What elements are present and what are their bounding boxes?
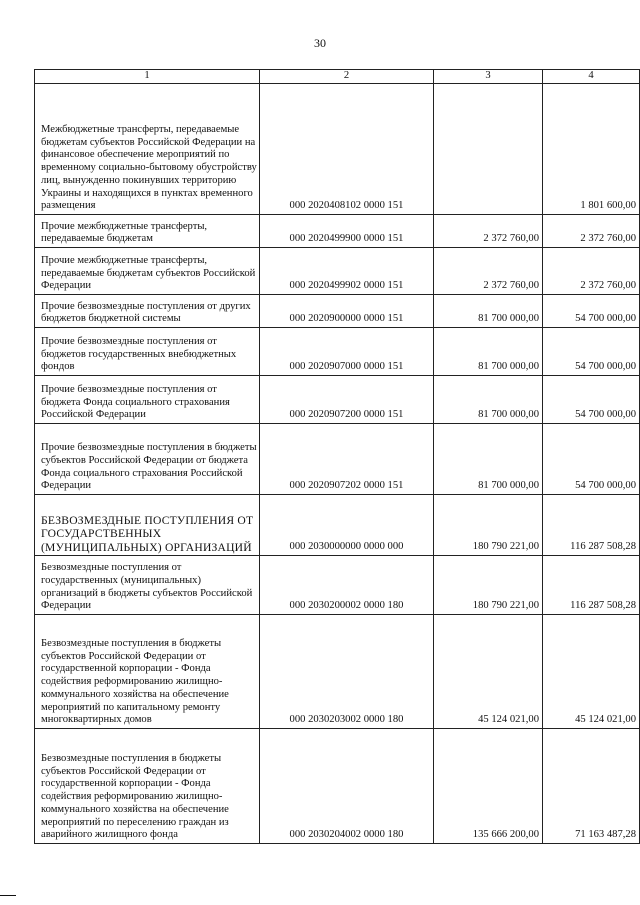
budget-table <box>34 69 640 844</box>
header-col-4: 4 <box>543 70 640 84</box>
table-row <box>35 215 640 248</box>
row-plan: 81 700 000,00 <box>434 328 543 376</box>
table-row <box>35 615 640 729</box>
row-name: Прочие безвозмездные поступления от бюджетов государственных внебюджетных фондов <box>35 328 260 376</box>
table-row <box>35 556 640 615</box>
row-plan: 81 700 000,00 <box>434 424 543 495</box>
row-plan: 2 372 760,00 <box>434 248 543 295</box>
row-name: Прочие межбюджетные трансферты, передаваемые бюджетам субъектов Российской Федерации <box>35 248 260 295</box>
table-row <box>35 328 640 376</box>
row-code: 000 2020499902 0000 151 <box>260 248 434 295</box>
page-number: 30 <box>314 36 326 50</box>
table-row <box>35 295 640 328</box>
row-actual: 54 700 000,00 <box>543 376 640 424</box>
row-code: 000 2030000000 0000 000 <box>260 495 434 556</box>
row-actual: 2 372 760,00 <box>543 215 640 248</box>
row-actual: 71 163 487,28 <box>543 729 640 844</box>
table-row <box>35 424 640 495</box>
table-row <box>35 376 640 424</box>
row-name: Прочие безвозмездные поступления от других бюджетов бюджетной системы <box>35 295 260 328</box>
row-name: Безвозмездные поступления от государственных (муниципальных) организаций в бюджеты субъектов Российской Федерации <box>35 556 260 615</box>
row-actual: 45 124 021,00 <box>543 615 640 729</box>
row-code: 000 2020907200 0000 151 <box>260 376 434 424</box>
row-actual: 54 700 000,00 <box>543 424 640 495</box>
row-actual: 116 287 508,28 <box>543 556 640 615</box>
row-name: Безвозмездные поступления в бюджеты субъектов Российской Федерации от государственной корпорации - Фонда содействия реформированию жилищно-коммунального хозяйства на обеспечение мероприятий по переселению граждан из аварийного жилищного фонда <box>35 729 260 844</box>
row-name: Безвозмездные поступления в бюджеты субъектов Российской Федерации от государственной корпорации - Фонда содействия реформированию жилищно-коммунального хозяйства на обеспечение мероприятий по капитальному ремонту многоквартирных домов <box>35 615 260 729</box>
row-plan: 81 700 000,00 <box>434 376 543 424</box>
scan-edge-mark <box>0 895 16 896</box>
row-name: БЕЗВОЗМЕЗДНЫЕ ПОСТУПЛЕНИЯ ОТ ГОСУДАРСТВЕННЫХ (МУНИЦИПАЛЬНЫХ) ОРГАНИЗАЦИЙ <box>35 495 260 556</box>
row-actual: 54 700 000,00 <box>543 328 640 376</box>
row-code: 000 2030200002 0000 180 <box>260 556 434 615</box>
table-row <box>35 729 640 844</box>
row-actual: 2 372 760,00 <box>543 248 640 295</box>
row-actual: 116 287 508,28 <box>543 495 640 556</box>
row-name: Межбюджетные трансферты, передаваемые бюджетам субъектов Российской Федерации на финансовое обеспечение мероприятий по временному социально-бытовому обустройству лиц, вынужденно покинувших территорию Украины и находящихся в пунктах временного размещения <box>35 84 260 215</box>
row-plan: 81 700 000,00 <box>434 295 543 328</box>
table-row <box>35 248 640 295</box>
row-actual: 1 801 600,00 <box>543 84 640 215</box>
row-code: 000 2020907202 0000 151 <box>260 424 434 495</box>
row-code: 000 2020907000 0000 151 <box>260 328 434 376</box>
header-col-1: 1 <box>35 70 260 84</box>
row-plan <box>434 84 543 215</box>
row-plan: 45 124 021,00 <box>434 615 543 729</box>
row-code: 000 2020408102 0000 151 <box>260 84 434 215</box>
header-col-3: 3 <box>434 70 543 84</box>
row-code: 000 2020499900 0000 151 <box>260 215 434 248</box>
table-row <box>35 84 640 215</box>
row-actual: 54 700 000,00 <box>543 295 640 328</box>
table-header-row <box>35 70 640 84</box>
header-col-2: 2 <box>260 70 434 84</box>
table-row <box>35 495 640 556</box>
row-plan: 135 666 200,00 <box>434 729 543 844</box>
row-name: Прочие безвозмездные поступления в бюджеты субъектов Российской Федерации от бюджета Фонда социального страхования Российской Федерации <box>35 424 260 495</box>
row-code: 000 2030203002 0000 180 <box>260 615 434 729</box>
row-plan: 180 790 221,00 <box>434 495 543 556</box>
row-plan: 2 372 760,00 <box>434 215 543 248</box>
row-code: 000 2020900000 0000 151 <box>260 295 434 328</box>
row-code: 000 2030204002 0000 180 <box>260 729 434 844</box>
row-plan: 180 790 221,00 <box>434 556 543 615</box>
row-name: Прочие безвозмездные поступления от бюджета Фонда социального страхования Российской Федерации <box>35 376 260 424</box>
row-name: Прочие межбюджетные трансферты, передаваемые бюджетам <box>35 215 260 248</box>
